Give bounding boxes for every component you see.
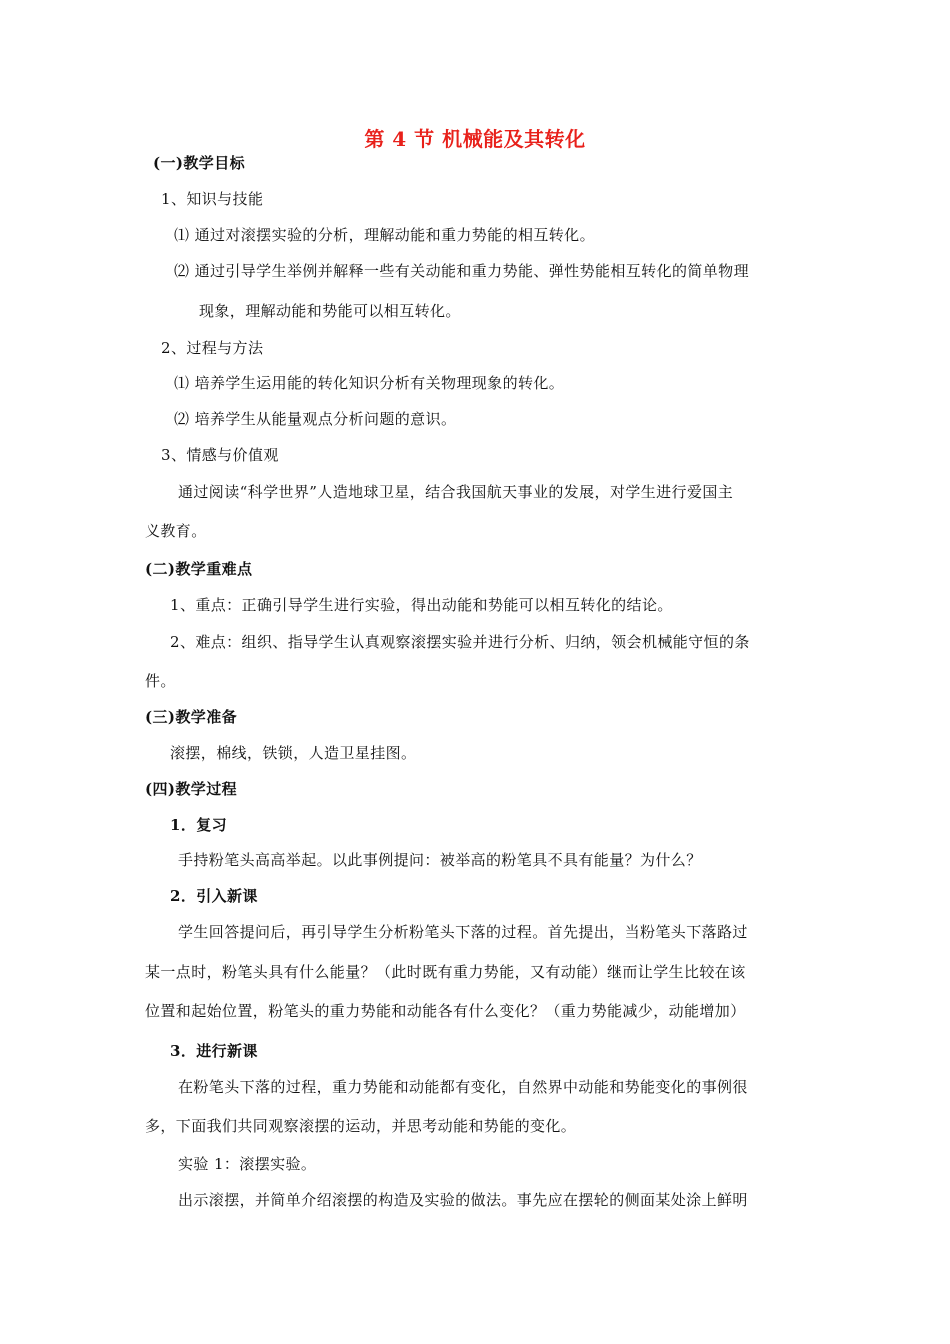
paragraph: 件。 [145, 672, 176, 690]
subheading-review: 1．复习 [170, 816, 228, 834]
paragraph: 义教育。 [145, 522, 207, 540]
paragraph: 手持粉笔头高高举起。以此事例提问：被举高的粉笔具不具有能量？为什么？ [178, 851, 702, 869]
paragraph: ⑴ 培养学生运用能的转化知识分析有关物理现象的转化。 [174, 374, 565, 392]
subheading-introduction: 2．引入新课 [170, 887, 258, 905]
subheading-knowledge-skills: 1、知识与技能 [161, 190, 264, 208]
subheading-new-lesson: 3．进行新课 [170, 1042, 258, 1060]
section-heading-key-points: (二)教学重难点 [145, 560, 253, 578]
page-title: 第 4 节 机械能及其转化 [364, 127, 586, 151]
section-heading-goals: (一)教学目标 [153, 154, 245, 172]
paragraph: ⑴ 通过对滚摆实验的分析，理解动能和重力势能的相互转化。 [174, 226, 595, 244]
paragraph: ⑵ 培养学生从能量观点分析问题的意识。 [174, 410, 457, 428]
paragraph: 通过阅读“科学世界”人造地球卫星，结合我国航天事业的发展，对学生进行爱国主 [178, 483, 734, 501]
subheading-process-methods: 2、过程与方法 [161, 339, 264, 357]
paragraph: 某一点时，粉笔头具有什么能量？（此时既有重力势能，又有动能）继而让学生比较在该 [145, 963, 746, 981]
paragraph: 现象，理解动能和势能可以相互转化。 [199, 302, 461, 320]
paragraph: 滚摆，棉线，铁锁，人造卫星挂图。 [170, 744, 417, 762]
paragraph: 学生回答提问后，再引导学生分析粉笔头下落的过程。首先提出，当粉笔头下落路过 [178, 923, 748, 941]
paragraph: 多，下面我们共同观察滚摆的运动，并思考动能和势能的变化。 [145, 1117, 577, 1135]
paragraph: 在粉笔头下落的过程，重力势能和动能都有变化，自然界中动能和势能变化的事例很 [178, 1078, 748, 1096]
paragraph: 出示滚摆，并简单介绍滚摆的构造及实验的做法。事先应在摆轮的侧面某处涂上鲜明 [178, 1191, 748, 1209]
section-heading-preparation: (三)教学准备 [145, 708, 237, 726]
paragraph: 实验 1：滚摆实验。 [178, 1155, 317, 1173]
paragraph: 位置和起始位置，粉笔头的重力势能和动能各有什么变化？（重力势能减少，动能增加） [145, 1002, 746, 1020]
paragraph: 1、重点：正确引导学生进行实验，得出动能和势能可以相互转化的结论。 [170, 596, 673, 614]
paragraph: 2、难点：组织、指导学生认真观察滚摆实验并进行分析、归纳，领会机械能守恒的条 [170, 633, 750, 651]
section-heading-process: (四)教学过程 [145, 780, 237, 798]
paragraph: ⑵ 通过引导学生举例并解释一些有关动能和重力势能、弹性势能相互转化的简单物理 [174, 262, 749, 280]
subheading-emotions-values: 3、情感与价值观 [161, 446, 279, 464]
